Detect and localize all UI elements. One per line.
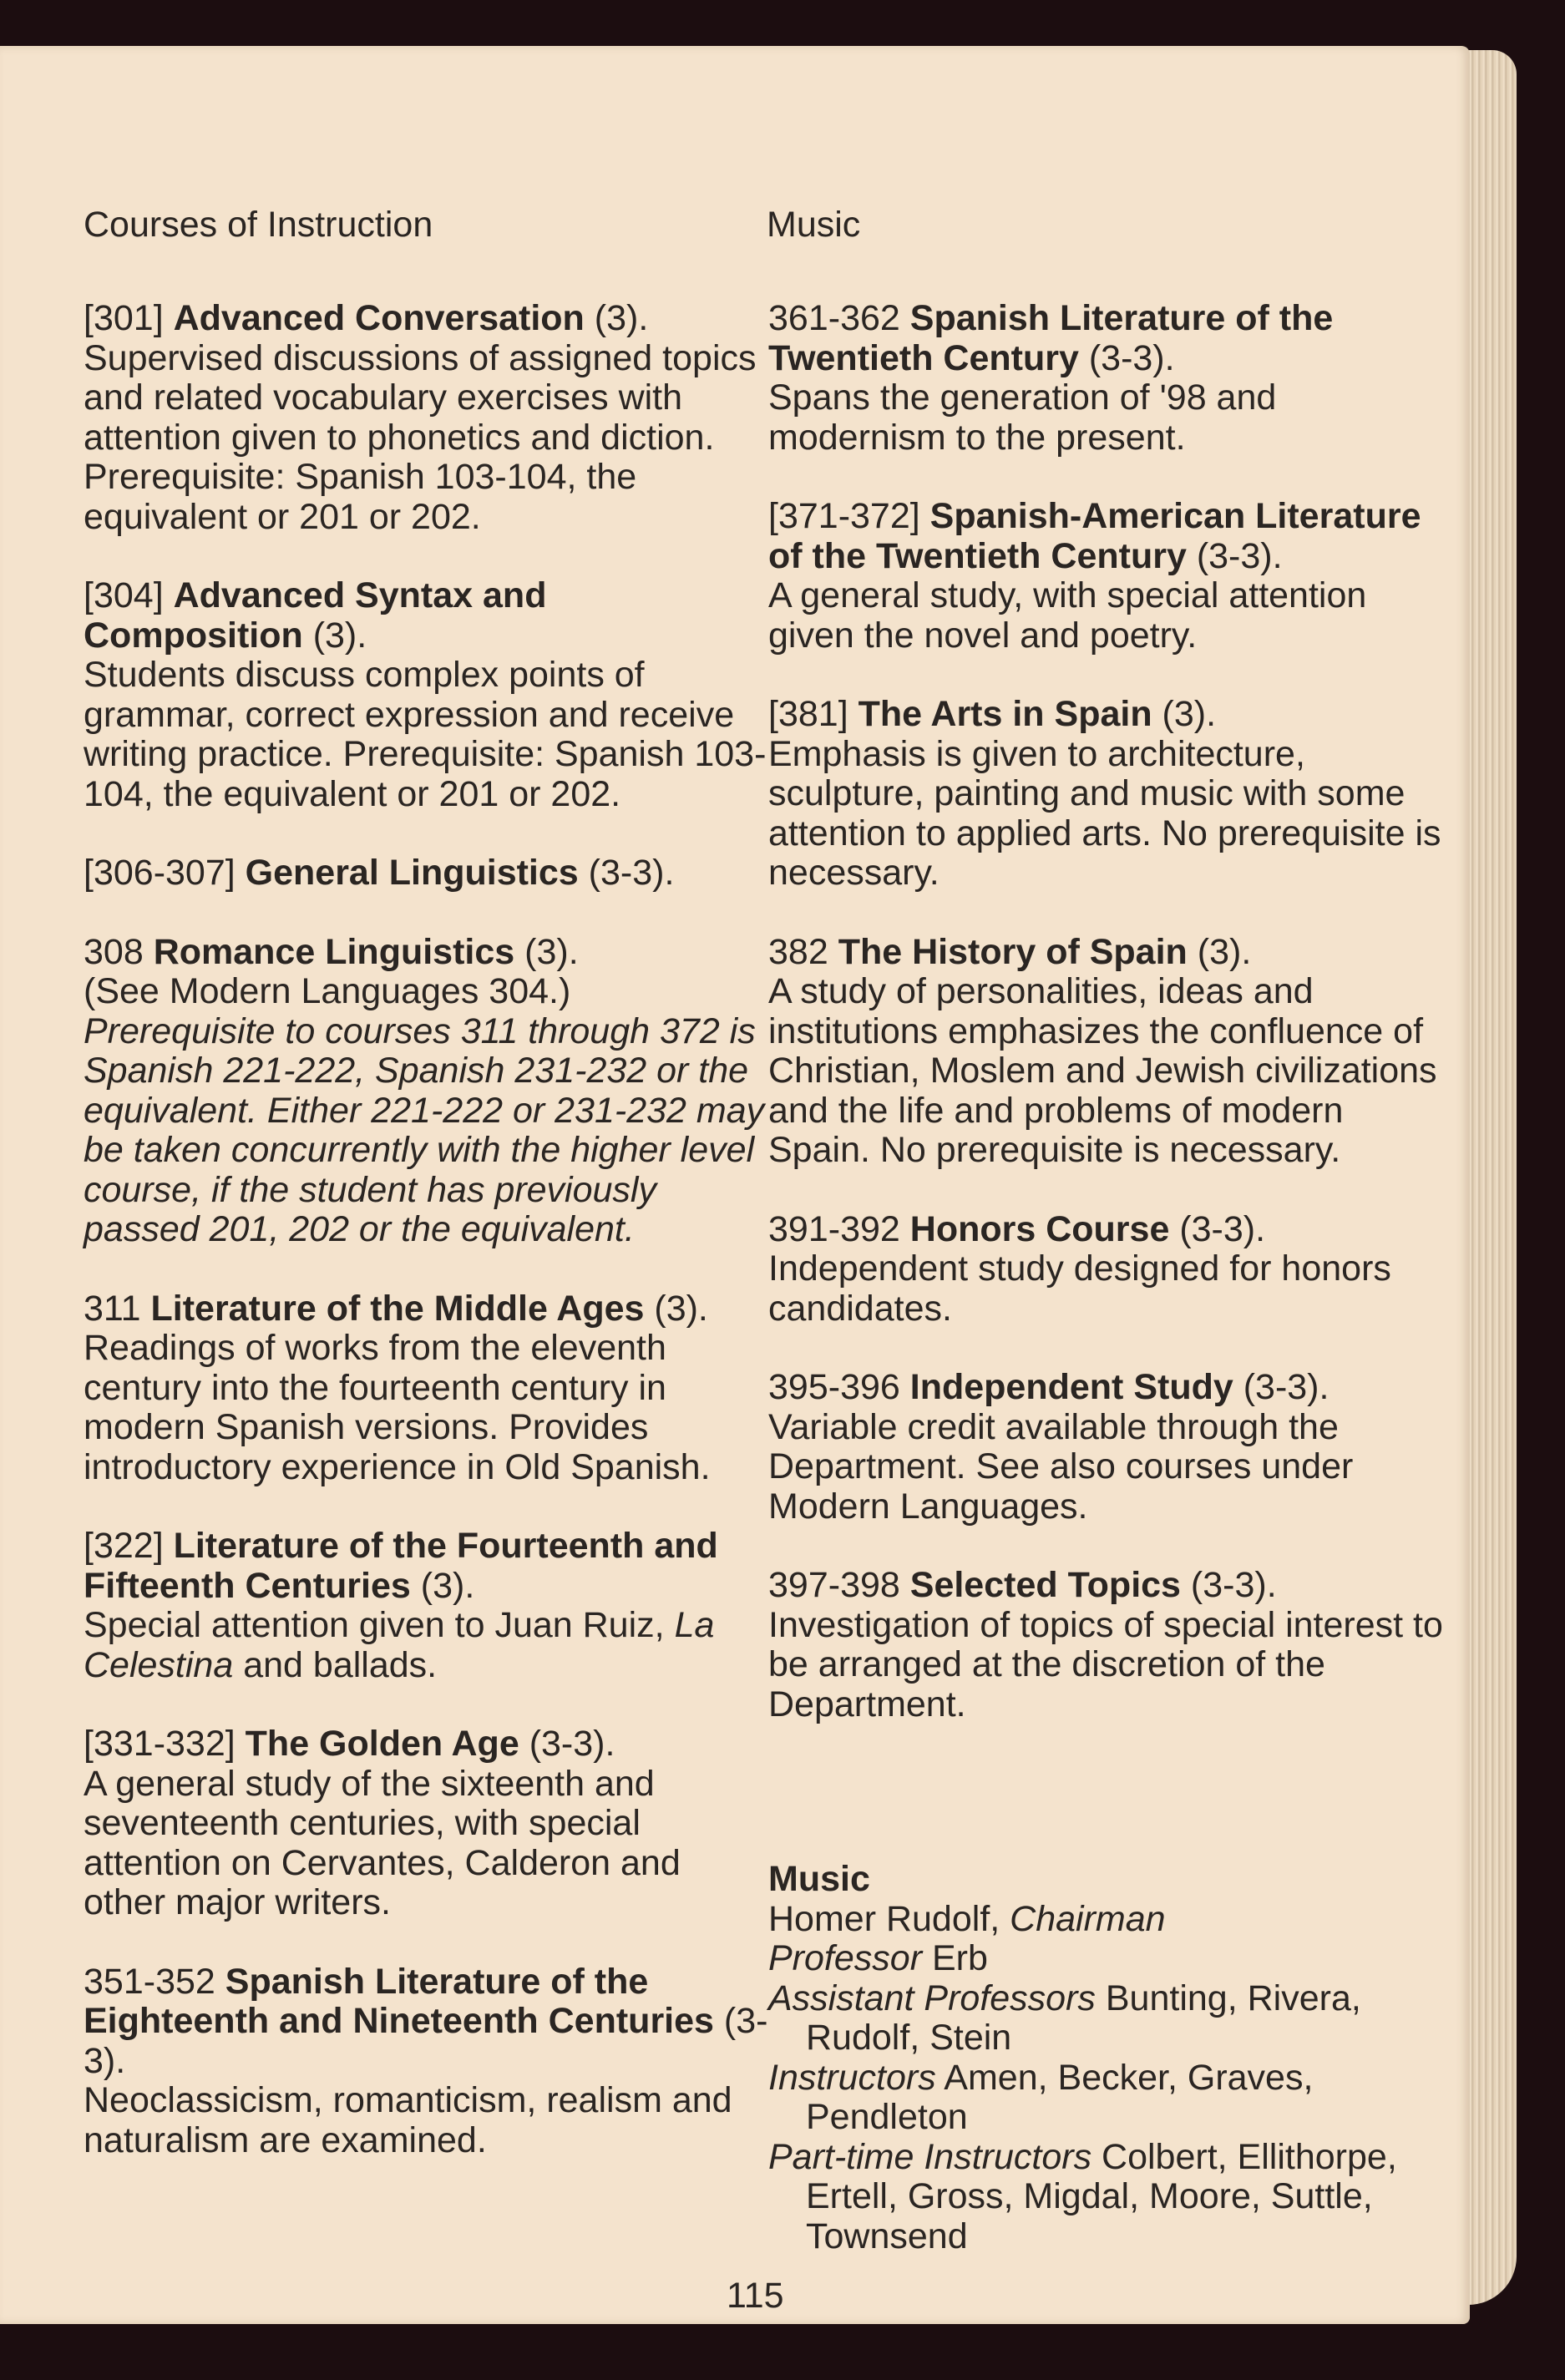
course-description: Variable credit available through the Department. See also courses under Modern Languages. [768,1406,1354,1527]
course-entry [84,1962,768,2161]
rank-title: Professor [768,1938,923,1978]
course-description: A study of personalities, ideas and institutions emphasizes the confluence of Christian, Moslem and Jewish civilizations and the life and problems of modern Spain. No prerequisite is necessary. [768,971,1437,1170]
course-entry [768,299,1453,458]
faculty-chair [768,1900,1453,1940]
course-title: Selected Topics [909,1565,1181,1605]
chair-title: Chairman [1010,1898,1166,1939]
course-description: Spans the generation of '98 and modernism to the present. [768,377,1277,458]
course-credits: (3-3). [1180,1565,1277,1605]
course-description: A general study of the sixteenth and seventeenth centuries, with special attention on Cervantes, Calderon and other major writers. [84,1763,681,1922]
running-header-left: Courses of Instruction [84,205,433,245]
page-edge [1468,50,1517,2305]
description-text: Special attention given to Juan Ruiz, [84,1605,675,1645]
course-title: Advanced Syntax and Composition [84,575,547,656]
course-number: [306-307] [84,853,246,893]
course-title: Spanish-American Literature of the Twentieth Century [768,496,1421,576]
course-description: A general study, with special attention given the novel and poetry. [768,575,1367,656]
course-title: Literature of the Middle Ages [150,1288,645,1329]
course-entry [768,695,1453,894]
rank-names: Bunting, Rivera, Rudolf, Stein [806,1977,1361,2058]
course-description: Readings of works from the eleventh century into the fourteenth century in modern Spanish versions. Provides introductory experience in Old Spanish. [84,1328,711,1487]
course-credits: (3). [302,615,367,656]
course-description [84,1606,768,1685]
course-title: Advanced Conversation [173,298,585,338]
course-title: The Golden Age [245,1724,519,1764]
course-title: General Linguistics [245,853,579,893]
faculty-assistant [768,1979,1453,2058]
course-description: Students discuss complex points of grammar, correct expression and receive writing practice. Prerequisite: Spanish 103-104, the equivalent or 201 or 202. [84,655,767,814]
course-number: [304] [84,575,174,615]
rank-title: Part-time Instructors [768,2136,1092,2177]
course-number: 351-352 [84,1961,225,2002]
faculty-parttime [768,2138,1453,2257]
course-credits: (3). [1187,931,1252,972]
course-credits: (3-3). [1186,535,1283,576]
course-title: Honors Course [909,1208,1170,1249]
course-entry [768,1210,1453,1329]
spacer [768,1764,1453,1860]
course-entry [768,1368,1453,1527]
course-entry [768,933,1453,1171]
catalog-page [0,46,1470,2324]
course-credits: (3-3). [578,853,675,893]
running-header-right: Music [767,205,861,245]
course-description: Neoclassicism, romanticism, realism and naturalism are examined. [84,2080,732,2160]
course-number: 308 [84,931,154,972]
course-description: Supervised discussions of assigned topics and related vocabulary exercises with attention given to phonetics and diction. Prerequisite: Spanish 103-104, the equivalent or 201 or 202. [84,337,757,537]
chair-name: Homer Rudolf, [768,1898,1010,1939]
prerequisite-note: Prerequisite to courses 311 through 372 is Spanish 221-222, Spanish 231-232 or the equivalent. Either 221-222 or 231-232 may be taken concurrently with the higher level course, if the student has previously passed 201, 202 or the equivalent. [84,1010,765,1249]
course-entry [768,497,1453,656]
rank-names: Amen, Becker, Graves, Pendleton [806,2057,1314,2137]
course-number: [381] [768,694,858,734]
description-text: and ballads. [233,1644,438,1685]
course-description: Independent study designed for honors candidates. [768,1248,1391,1329]
course-number: 391-392 [768,1208,910,1249]
course-credits: (3). [514,931,579,972]
course-description: Investigation of topics of special interest to be arranged at the discretion of the Department. [768,1604,1443,1724]
course-credits: (3). [644,1288,708,1329]
page-number: 115 [727,2276,784,2316]
course-credits: (3). [1152,694,1217,734]
course-title: The History of Spain [838,931,1188,972]
faculty-instructors [768,2058,1453,2138]
course-entry [84,1289,768,1488]
course-number: [322] [84,1526,174,1566]
course-title: The Arts in Spain [858,694,1152,734]
faculty-professor [768,1939,1453,1979]
course-description: (See Modern Languages 304.) [84,971,571,1011]
course-title: Independent Study [909,1367,1233,1407]
course-credits: (3-3). [84,2001,768,2081]
course-entry [84,933,768,1250]
music-faculty [768,1860,1453,2256]
course-credits: (3-3). [1078,337,1175,378]
course-entry [84,1527,768,1685]
course-number: 395-396 [768,1367,910,1407]
course-credits: (3-3). [1233,1367,1329,1407]
course-entry [84,853,768,894]
course-title: Romance Linguistics [153,931,515,972]
course-entry [84,576,768,814]
course-number: 397-398 [768,1565,910,1605]
course-entry [84,299,768,537]
rank-title: Instructors [768,2057,936,2098]
course-number: 311 [84,1288,151,1329]
rank-title: Assistant Professors [768,1977,1096,2018]
course-description: Emphasis is given to architecture, sculpture, painting and music with some attention to applied arts. No prerequisite is necessary. [768,733,1441,893]
left-column [84,299,768,2200]
course-credits: (3-3). [1169,1208,1266,1249]
rank-names: Erb [922,1938,988,1978]
course-title: Spanish Literature of the Twentieth Century [768,298,1334,378]
course-entry [84,1724,768,1923]
work-title: La Celestina [84,1605,715,1685]
course-number: 382 [768,931,838,972]
course-credits: (3). [410,1565,475,1606]
faculty-heading: Music [768,1859,870,1899]
course-number: [371-372] [768,496,930,536]
course-credits: (3-3). [519,1724,615,1764]
course-title: Literature of the Fourteenth and Fifteenth Centuries [84,1526,718,1606]
course-credits: (3). [584,298,649,338]
course-number: [301] [84,298,174,338]
course-title: Spanish Literature of the Eighteenth and Nineteenth Centuries [84,1961,714,2041]
course-number: [331-332] [84,1724,246,1764]
course-entry [768,1566,1453,1724]
rank-names: Colbert, Ellithorpe, Ertell, Gross, Migdal, Moore, Suttle, Townsend [806,2136,1397,2256]
right-column [768,299,1453,2256]
course-number: 361-362 [768,298,910,338]
